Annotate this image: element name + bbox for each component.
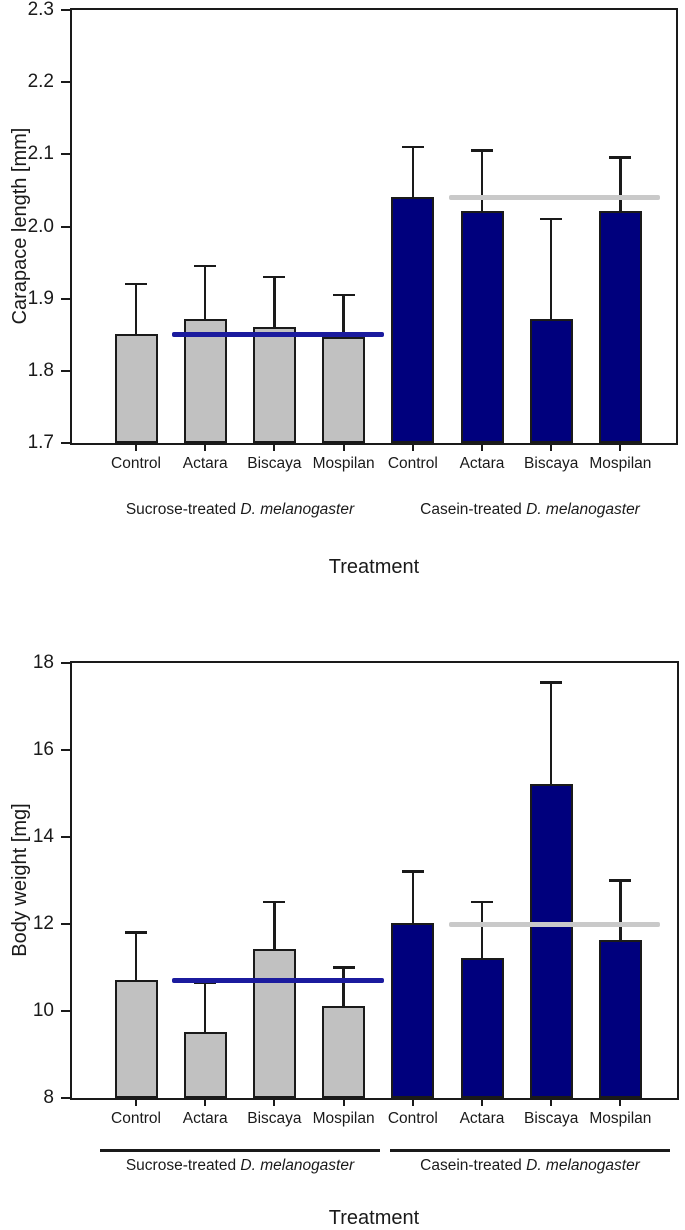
y-tick-label: 2.3 xyxy=(27,0,54,20)
x-tick-label: Biscaya xyxy=(247,455,302,472)
x-tick xyxy=(550,1098,552,1106)
x-tick-label: Actara xyxy=(459,1110,505,1127)
group-label-b-casein-species: D. melanogaster xyxy=(526,1157,640,1174)
bar-actara xyxy=(461,211,504,443)
x-tick xyxy=(550,443,552,451)
x-tick-label: Biscaya xyxy=(524,455,579,472)
y-tick xyxy=(61,370,70,372)
group-label-b-sucrose-species: D. melanogaster xyxy=(240,1157,355,1174)
x-tick-label: Mospilan xyxy=(312,455,375,472)
x-tick-label: Actara xyxy=(182,455,228,472)
bar-actara xyxy=(184,1032,227,1098)
group-label-b-sucrose xyxy=(100,1157,380,1175)
x-tick-label: Mospilan xyxy=(312,1110,375,1127)
error-bar-stem xyxy=(550,683,553,785)
y-tick xyxy=(61,1097,70,1099)
error-bar-cap xyxy=(194,265,216,268)
bar-biscaya xyxy=(253,327,296,443)
bar-actara xyxy=(184,319,227,443)
x-tick xyxy=(619,443,621,451)
x-tick-label: Mospilan xyxy=(589,455,652,472)
x-tick xyxy=(412,443,414,451)
y-tick xyxy=(61,298,70,300)
error-bar-cap xyxy=(402,146,424,149)
bar-control xyxy=(115,980,158,1098)
error-bar-cap xyxy=(609,156,631,159)
x-tick xyxy=(204,1098,206,1106)
y-tick xyxy=(61,226,70,228)
error-bar-stem xyxy=(481,902,484,959)
x-tick-label: Biscaya xyxy=(247,1110,302,1127)
x-tick-label: Biscaya xyxy=(524,1110,579,1127)
y-tick xyxy=(61,662,70,664)
error-bar-cap xyxy=(333,966,355,969)
x-tick xyxy=(481,1098,483,1106)
group-label-a-casein-species: D. melanogaster xyxy=(526,501,640,518)
plot-area-b xyxy=(32,652,679,1127)
y-tick xyxy=(61,1010,70,1012)
group-label-b-sucrose-text: Sucrose-treated xyxy=(125,1157,237,1174)
x-tick xyxy=(135,443,137,451)
group-label-b-casein xyxy=(390,1157,670,1175)
x-tick xyxy=(412,1098,414,1106)
error-bar-cap xyxy=(333,294,355,297)
y-tick-label: 16 xyxy=(32,739,54,760)
group-label-a-sucrose-text: Sucrose-treated xyxy=(125,501,237,518)
x-tick xyxy=(343,1098,345,1106)
y-tick xyxy=(61,749,70,751)
x-tick xyxy=(343,443,345,451)
x-tick xyxy=(619,1098,621,1106)
y-tick-label: 12 xyxy=(32,913,54,934)
error-bar-stem xyxy=(135,284,138,335)
bar-control xyxy=(391,197,434,443)
ref-line-sucrose xyxy=(172,978,384,983)
group-overline xyxy=(100,1149,380,1152)
y-tick-label: 2.0 xyxy=(27,215,54,237)
x-tick xyxy=(204,443,206,451)
y-axis-title-b: Body weight [mg] xyxy=(9,803,31,957)
y-tick xyxy=(61,81,70,83)
y-tick-label: 2.2 xyxy=(27,71,54,93)
group-label-a-casein xyxy=(390,501,670,519)
error-bar-cap xyxy=(402,870,424,873)
error-bar-cap xyxy=(540,681,562,684)
error-bar-stem xyxy=(204,983,207,1033)
group-label-a-sucrose-species: D. melanogaster xyxy=(240,501,355,518)
error-bar-stem xyxy=(619,158,622,212)
error-bar-cap xyxy=(471,149,493,152)
error-bar-stem xyxy=(273,277,276,328)
group-label-a-casein-text: Casein-treated xyxy=(420,501,522,518)
y-tick xyxy=(61,153,70,155)
ref-line-sucrose xyxy=(172,332,384,337)
error-bar-stem xyxy=(204,266,207,320)
x-tick-label: Mospilan xyxy=(589,1110,652,1127)
x-tick xyxy=(481,443,483,451)
x-axis-title-a: Treatment xyxy=(328,556,420,578)
y-tick xyxy=(61,836,70,838)
x-tick-label: Control xyxy=(387,455,438,472)
y-tick xyxy=(61,9,70,11)
bar-control xyxy=(115,334,158,443)
bar-control xyxy=(391,923,434,1098)
bar-mospilan xyxy=(322,1006,365,1098)
x-axis-title-b: Treatment xyxy=(328,1207,420,1229)
bar-mospilan xyxy=(599,211,642,443)
x-tick-label: Control xyxy=(111,455,161,472)
group-label-b-casein-text: Casein-treated xyxy=(420,1157,522,1174)
error-bar-cap xyxy=(263,276,285,279)
bar-biscaya xyxy=(530,319,573,443)
x-tick-label: Actara xyxy=(459,455,505,472)
y-tick-label: 8 xyxy=(43,1087,54,1108)
y-tick-label: 10 xyxy=(32,1000,54,1021)
error-bar-stem xyxy=(619,881,622,942)
bar-biscaya xyxy=(253,949,296,1098)
error-bar-stem xyxy=(412,872,415,924)
y-tick-label: 1.7 xyxy=(27,432,54,453)
error-bar-stem xyxy=(481,151,484,212)
y-tick xyxy=(61,923,70,925)
error-bar-stem xyxy=(550,219,553,320)
error-bar-cap xyxy=(609,879,631,882)
error-bar-stem xyxy=(273,902,276,950)
x-tick xyxy=(273,1098,275,1106)
error-bar-cap xyxy=(471,901,493,904)
error-bar-stem xyxy=(342,968,345,1007)
plot-area-a xyxy=(27,0,678,472)
x-tick xyxy=(273,443,275,451)
error-bar-cap xyxy=(125,931,147,934)
group-overline xyxy=(390,1149,670,1152)
y-tick-label: 18 xyxy=(32,652,54,673)
bar-mospilan xyxy=(322,337,365,443)
bar-biscaya xyxy=(530,784,573,1098)
bar-actara xyxy=(461,958,504,1098)
error-bar-cap xyxy=(263,901,285,904)
y-tick-label: 2.1 xyxy=(27,143,54,165)
ref-line-casein xyxy=(449,195,661,200)
x-tick-label: Actara xyxy=(182,1110,228,1127)
group-label-a-sucrose xyxy=(100,501,380,519)
ref-line-casein xyxy=(449,922,661,927)
x-tick xyxy=(135,1098,137,1106)
error-bar-cap xyxy=(125,283,147,286)
x-tick-label: Control xyxy=(111,1110,161,1127)
error-bar-stem xyxy=(135,933,138,981)
y-tick-label: 1.9 xyxy=(27,287,54,309)
y-axis-title-a: Carapace length [mm] xyxy=(9,127,31,325)
y-tick-label: 14 xyxy=(32,826,54,847)
error-bar-stem xyxy=(412,147,415,198)
y-tick-label: 1.8 xyxy=(27,359,54,381)
y-tick xyxy=(61,442,70,444)
error-bar-cap xyxy=(540,218,562,221)
x-tick-label: Control xyxy=(387,1110,438,1127)
bar-mospilan xyxy=(599,940,642,1098)
